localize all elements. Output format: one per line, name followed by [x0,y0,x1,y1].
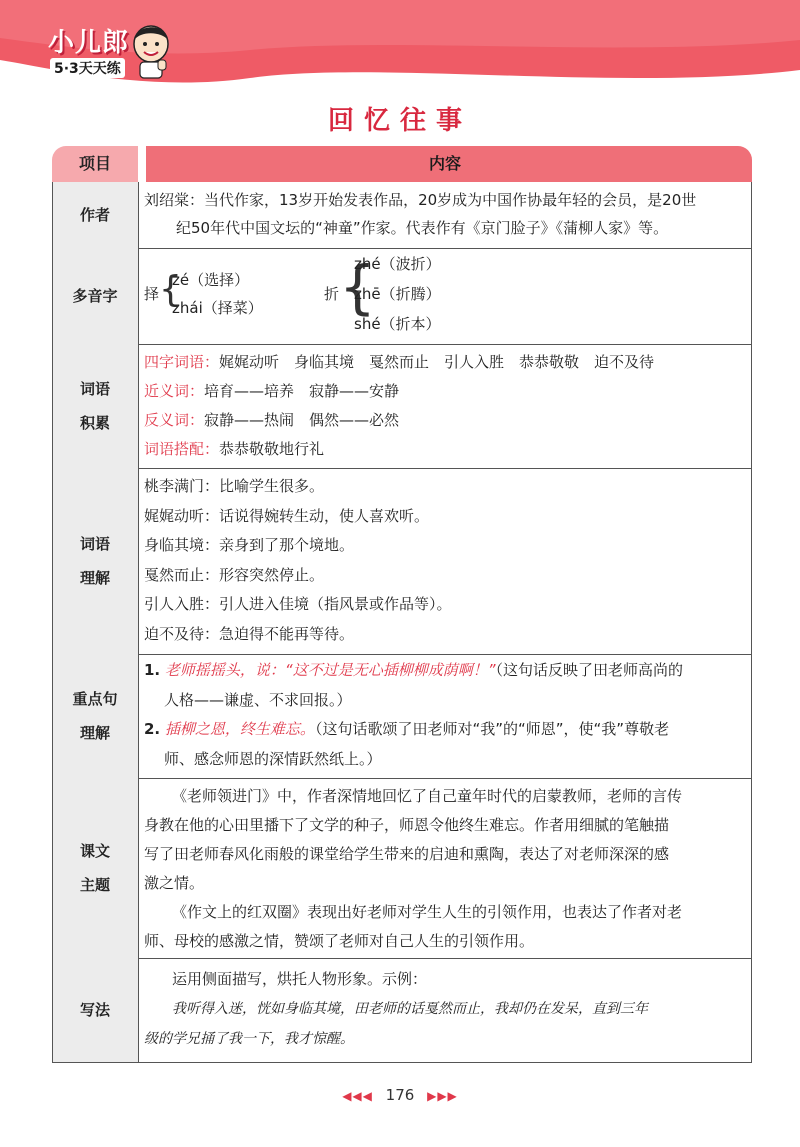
table-row-vocab [52,344,752,469]
header-item: 项目 [52,146,138,182]
page-footer [0,1086,800,1104]
row-body-vocab [144,344,746,468]
four-char-words: 娓娓动听 身临其境 戛然而止 引人入胜 恭恭敬敬 迫不及待 [219,353,655,371]
sentence-2-note-a: （这句话歌颂了田老师对“我”的“师恩”，使“我”尊敬老 [314,720,670,738]
sentence-2-note-b: 师、感念师恩的深情跃然纸上。） [164,749,382,768]
page-title: 回忆往事 [327,106,472,136]
header-content [138,146,752,182]
theme-p2-line-2: 师、母校的感激之情，赞颂了老师对自己人生的引领作用。 [144,932,535,950]
author-line-2: 纪50年代中国文坛的“神童”作家。代表作有《京门脸子》《蒲柳人家》等。 [176,219,669,237]
row-body-key-sentences [144,654,746,778]
sentence-2-number: 2. [144,720,161,738]
table-row-key-sentences [52,654,752,779]
brace-icon: { [159,269,182,310]
table-row-author [52,182,752,249]
row-body-understanding [144,468,746,654]
understanding-label-2: 理解 [79,569,110,587]
list-item: 身临其境：亲身到了那个境地。 [144,536,355,554]
row-label-understanding [52,468,139,654]
theme-p2-line-1: 《作文上的红双圈》表现出好老师对学生人生的引领作用，也表达了作者对老 [172,903,683,921]
vocab-label-2: 积累 [79,414,110,432]
mascot-icon [128,20,174,80]
row-label-theme [52,778,139,958]
list-item: 桃李满门：比喻学生很多。 [144,477,325,495]
sentence-1-note-a: （这句话反映了田老师高尚的 [495,661,683,679]
author-line-1: 刘绍棠：当代作家，13岁开始发表作品，20岁成为中国作协最年轻的会员，是20世 [144,191,697,209]
polyphone-char-2: 折 [324,285,340,303]
synonym-words: 培育——培养 寂静——安静 [204,382,400,400]
four-char-label: 四字词语： [144,353,220,371]
polyphone-2-reading-1: zhé（波折） [354,255,441,273]
theme-p1-line-1: 《老师领进门》中，作者深情地回忆了自己童年时代的启蒙教师，老师的言传 [172,787,683,805]
theme-p1-line-3: 写了田老师春风化雨般的课堂给学生带来的启迪和熏陶，表达了对老师深深的感 [144,845,670,863]
collocation-label: 词语搭配： [144,440,220,458]
polyphone-2-reading-3: shé（折本） [354,315,441,333]
header-content-label: 内容 [428,154,461,173]
writing-example-line-2: 级的学兄捅了我一下，我才惊醒。 [144,1031,354,1047]
logo-title: 小儿郎 [48,28,130,58]
polyphone-2-reading-2: zhē（折腾） [354,285,441,303]
row-label-writing: 写法 [52,958,139,1062]
theme-p1-line-2: 身教在他的心田里播下了文学的种子，师恩令他终生难忘。作者用细腻的笔触描 [144,816,670,834]
writing-line-1: 运用侧面描写，烘托人物形象。示例： [172,970,428,988]
key-label-2: 理解 [79,724,110,742]
list-item: 迫不及待：急迫得不能再等待。 [144,624,355,643]
theme-label-2: 主题 [79,876,110,894]
list-item: 娓娓动听：话说得婉转生动，使人喜欢听。 [144,506,430,525]
left-arrows-icon: ◀◀◀ [342,1089,373,1103]
row-label-author: 作者 [52,182,139,248]
table-row-polyphone [52,248,752,345]
sentence-1-number: 1. [144,661,161,679]
writing-example-line-1: 我听得入迷，恍如身临其境，田老师的话戛然而止，我却仍在发呆，直到三年 [172,1001,648,1017]
page-number: 176 [385,1086,415,1104]
row-label-key-sentences [52,654,139,778]
list-item: 戛然而止：形容突然停止。 [144,565,325,584]
key-label-1: 重点句 [72,690,118,708]
brace-icon: { [339,253,376,321]
polyphone-1-reading-2: zhái（择菜） [172,299,263,317]
table-row-writing [52,958,752,1063]
list-item: 引人入胜：引人进入佳境（指风景或作品等）。 [144,595,452,613]
row-label-polyphone: 多音字 [52,248,139,344]
sentence-2-quote: 插柳之恩，终生难忘。 [164,720,315,738]
polyphone-1-reading-1: zé（选择） [172,271,250,289]
theme-p1-line-4: 激之情。 [144,874,205,892]
theme-label-1: 课文 [79,842,110,860]
collocation-words: 恭恭敬敬地行礼 [219,440,325,458]
logo-subtitle: 5·3天天练 [50,58,125,78]
row-label-vocab [52,344,139,468]
sentence-1-quote: 老师摇摇头，说：“这不过是无心插柳柳成荫啊！” [164,661,496,679]
row-body-writing [144,958,746,1062]
right-arrows-icon: ▶▶▶ [427,1089,458,1103]
polyphone-char-1: 择 [144,285,160,303]
row-body-theme [144,778,746,958]
table-row-understanding [52,468,752,655]
vocab-label-1: 词语 [79,380,110,398]
row-body-polyphone [144,248,746,344]
antonym-words: 寂静——热闹 偶然——必然 [204,411,400,429]
understanding-label-1: 词语 [79,535,110,553]
antonym-label: 反义词： [144,411,205,429]
sentence-1-note-b: 人格——谦虚、不求回报。） [164,690,352,709]
table-row-theme [52,778,752,959]
row-body-author [144,182,746,248]
synonym-label: 近义词： [144,382,205,400]
info-table [52,146,752,1047]
table-header [52,146,752,182]
